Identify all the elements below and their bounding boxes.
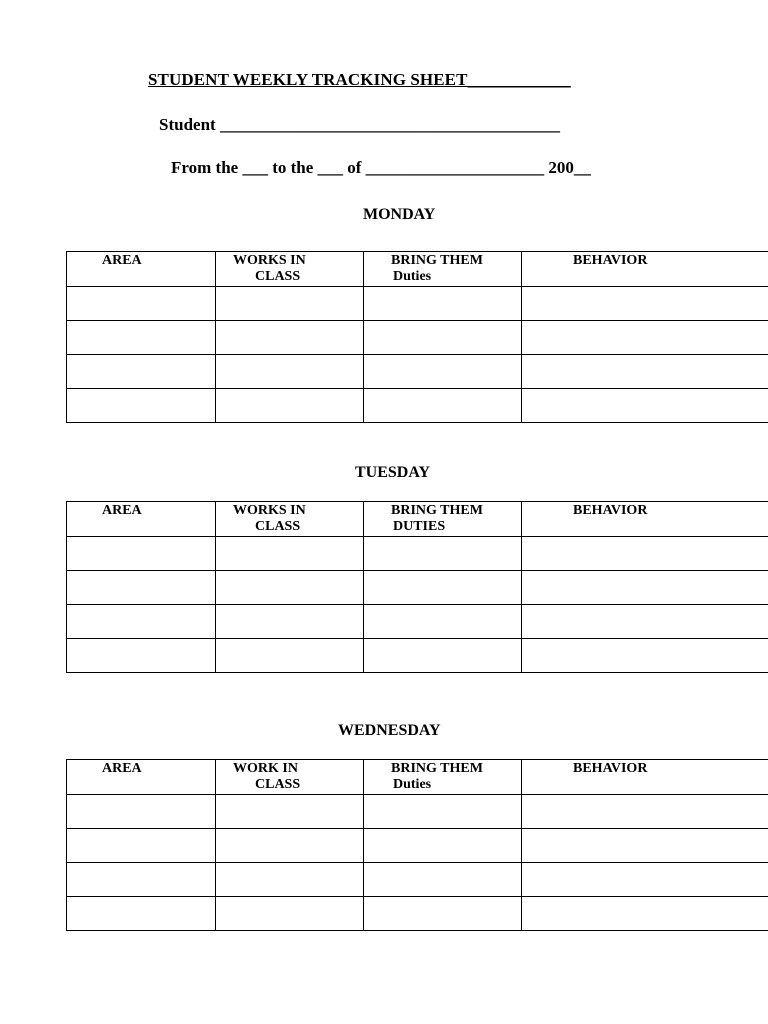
table-cell[interactable] [364, 795, 522, 829]
table-row [67, 321, 768, 355]
column-header-behavior: BEHAVIOR [522, 252, 768, 287]
wednesday-table [66, 759, 768, 931]
column-header-behavior: BEHAVIOR [522, 760, 768, 795]
table-cell[interactable] [364, 389, 522, 423]
table-cell[interactable] [364, 287, 522, 321]
table-cell[interactable] [522, 321, 768, 355]
column-header-bring-them-duties: BRING THEM Duties [364, 760, 522, 795]
table-header-row [67, 760, 768, 795]
day-heading-tuesday: TUESDAY [355, 464, 430, 481]
table-cell[interactable] [364, 639, 522, 673]
column-header-area: AREA [67, 760, 216, 795]
table-cell[interactable] [364, 571, 522, 605]
table-cell[interactable] [216, 537, 364, 571]
table-cell[interactable] [216, 829, 364, 863]
table-cell[interactable] [216, 571, 364, 605]
table-cell[interactable] [216, 321, 364, 355]
table-cell[interactable] [522, 571, 768, 605]
table-cell[interactable] [522, 795, 768, 829]
table-cell[interactable] [522, 863, 768, 897]
column-header-works-in-class: WORKS IN CLASS [216, 252, 364, 287]
table-cell[interactable] [522, 897, 768, 931]
column-header-area: AREA [67, 252, 216, 287]
table-cell[interactable] [364, 537, 522, 571]
table-cell[interactable] [522, 389, 768, 423]
table-cell[interactable] [364, 829, 522, 863]
table-row [67, 795, 768, 829]
table-row [67, 389, 768, 423]
table-cell[interactable] [67, 829, 216, 863]
table-row [67, 829, 768, 863]
table-cell[interactable] [522, 639, 768, 673]
column-header-area: AREA [67, 502, 216, 537]
page-title: STUDENT WEEKLY TRACKING SHEET____________ [148, 70, 571, 89]
table-row [67, 897, 768, 931]
table-cell[interactable] [67, 639, 216, 673]
table-cell[interactable] [216, 897, 364, 931]
column-header-behavior: BEHAVIOR [522, 502, 768, 537]
table-row [67, 571, 768, 605]
table-cell[interactable] [67, 287, 216, 321]
table-cell[interactable] [216, 605, 364, 639]
table-row [67, 287, 768, 321]
table-cell[interactable] [216, 287, 364, 321]
table-cell[interactable] [216, 795, 364, 829]
table-row [67, 863, 768, 897]
table-cell[interactable] [364, 355, 522, 389]
student-name-field[interactable]: ________________________________________ [219, 115, 560, 134]
day-heading-monday: MONDAY [363, 206, 436, 223]
table-cell[interactable] [216, 355, 364, 389]
table-cell[interactable] [364, 605, 522, 639]
table-row [67, 639, 768, 673]
table-cell[interactable] [522, 355, 768, 389]
table-cell[interactable] [364, 321, 522, 355]
monday-table [66, 251, 768, 423]
student-name-line[interactable]: Student ________________________________________ [159, 115, 560, 134]
column-header-bring-them-duties: BRING THEM DUTIES [364, 502, 522, 537]
tuesday-table [66, 501, 768, 673]
table-row [67, 355, 768, 389]
table-cell[interactable] [216, 639, 364, 673]
table-row [67, 605, 768, 639]
table-cell[interactable] [216, 863, 364, 897]
column-header-bring-them-duties: BRING THEM Duties [364, 252, 522, 287]
table-cell[interactable] [216, 389, 364, 423]
table-cell[interactable] [67, 537, 216, 571]
table-cell[interactable] [364, 863, 522, 897]
table-cell[interactable] [67, 795, 216, 829]
table-cell[interactable] [67, 355, 216, 389]
table-cell[interactable] [67, 897, 216, 931]
table-cell[interactable] [67, 605, 216, 639]
table-cell[interactable] [67, 321, 216, 355]
table-cell[interactable] [67, 571, 216, 605]
table-cell[interactable] [67, 389, 216, 423]
table-header-row [67, 252, 768, 287]
table-cell[interactable] [522, 829, 768, 863]
table-cell[interactable] [67, 863, 216, 897]
column-header-works-in-class: WORKS IN CLASS [216, 502, 364, 537]
table-cell[interactable] [522, 605, 768, 639]
column-header-work-in-class: WORK IN CLASS [216, 760, 364, 795]
table-cell[interactable] [364, 897, 522, 931]
table-row [67, 537, 768, 571]
date-range-line[interactable]: From the ___ to the ___ of _____________________ 200__ [171, 158, 591, 177]
table-cell[interactable] [522, 287, 768, 321]
table-cell[interactable] [522, 537, 768, 571]
day-heading-wednesday: WEDNESDAY [338, 722, 441, 739]
table-header-row [67, 502, 768, 537]
